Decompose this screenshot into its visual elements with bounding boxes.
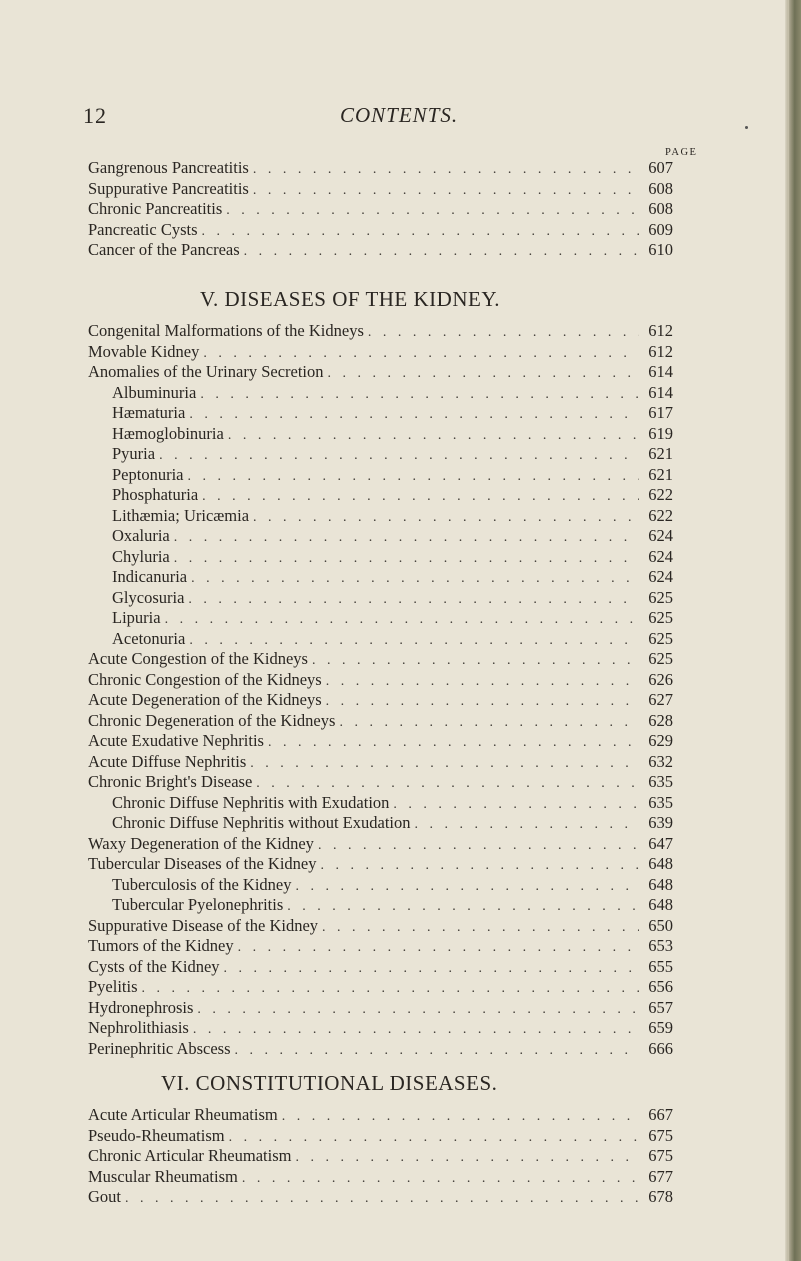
toc-entry <box>88 649 673 670</box>
toc-entry-title: Chronic Bright's Disease <box>88 772 253 791</box>
dot-leader <box>224 961 639 977</box>
dot-leader <box>200 387 639 403</box>
toc-entry-page: 622 <box>648 505 673 525</box>
toc-entry-title: Tuberculosis of the Kidney <box>112 874 292 894</box>
toc-entry-page: 607 <box>648 158 673 177</box>
toc-entry-title: Cancer of the Pancreas <box>88 240 240 259</box>
toc-entry-title: Tubercular Pyelonephritis <box>112 895 284 914</box>
dot-leader <box>253 510 639 526</box>
toc-entry <box>88 179 673 200</box>
toc-entry <box>88 711 673 732</box>
toc-entry <box>88 362 673 383</box>
toc-entry-title: Acute Diffuse Nephritis <box>88 751 247 771</box>
toc-entry <box>88 813 673 834</box>
toc-entry-title: Phosphaturia <box>112 485 199 504</box>
dot-leader <box>193 1022 639 1038</box>
toc-entry <box>88 936 673 957</box>
toc-entry <box>88 731 673 752</box>
toc-entry <box>88 998 673 1019</box>
toc-entry-title: Chronic Diffuse Nephritis with Exudation <box>112 792 390 812</box>
toc-entry-title: Muscular Rheumatism <box>88 1166 238 1186</box>
toc-entry-title: Congenital Malformations of the Kidneys <box>88 321 364 340</box>
toc-entry-page: 624 <box>648 526 673 545</box>
dot-leader <box>244 244 639 260</box>
dot-leader <box>253 162 639 178</box>
toc-entry-page: 621 <box>648 464 673 484</box>
toc-entry-page: 667 <box>648 1105 673 1124</box>
toc-entry-page: 624 <box>648 546 673 566</box>
toc-entry <box>88 403 673 424</box>
toc-entry-title: Chronic Congestion of the Kidneys <box>88 669 322 689</box>
dot-leader <box>326 694 639 710</box>
toc-entry-title: Lipuria <box>112 608 161 627</box>
toc-entry-title: Glycosuria <box>112 587 185 607</box>
dot-leader <box>202 489 639 505</box>
dot-leader <box>229 1130 639 1146</box>
toc-entry <box>88 220 673 241</box>
toc-entry <box>88 383 673 404</box>
toc-entry <box>88 772 673 793</box>
dot-leader <box>228 428 639 444</box>
running-head <box>83 103 701 133</box>
toc-entry-page: 625 <box>648 608 673 627</box>
toc-entry-page: 619 <box>648 423 673 443</box>
toc-entry-page: 639 <box>648 813 673 832</box>
toc-entry <box>88 834 673 855</box>
toc-entry-page: 648 <box>648 874 673 894</box>
toc-entry-title: Nephrolithiasis <box>88 1018 189 1037</box>
toc-entry-title: Pseudo-Rheumatism <box>88 1125 225 1145</box>
dot-leader <box>282 1109 639 1125</box>
dot-leader <box>235 1043 639 1059</box>
toc-list-kidney <box>88 321 673 1059</box>
toc-entry <box>88 1105 673 1126</box>
toc-entry-page: 635 <box>648 792 673 812</box>
toc-entry-page: 608 <box>648 178 673 198</box>
dot-leader <box>188 592 639 608</box>
toc-entry-page: 617 <box>648 403 673 422</box>
toc-entry <box>88 608 673 629</box>
toc-entry-page: 628 <box>648 710 673 730</box>
toc-entry-title: Chronic Pancreatitis <box>88 199 223 218</box>
toc-entry-title: Chronic Diffuse Nephritis without Exudation <box>112 813 411 832</box>
toc-entry-title: Pancreatic Cysts <box>88 219 198 239</box>
toc-entry-page: 675 <box>648 1146 673 1165</box>
toc-entry <box>88 1039 673 1060</box>
toc-entry <box>88 1126 673 1147</box>
dot-leader <box>415 817 640 833</box>
toc-entry-title: Gangrenous Pancreatitis <box>88 158 249 177</box>
toc-entry-page: 608 <box>648 199 673 218</box>
dot-leader <box>295 1150 639 1166</box>
toc-entry <box>88 465 673 486</box>
dot-leader <box>125 1191 639 1207</box>
dot-leader <box>191 571 639 587</box>
dot-leader <box>189 633 639 649</box>
toc-entry <box>88 240 673 261</box>
toc-entry-title: Tumors of the Kidney <box>88 936 234 955</box>
toc-entry <box>88 485 673 506</box>
toc-entry-title: Hydronephrosis <box>88 997 194 1017</box>
toc-entry-page: 650 <box>648 915 673 935</box>
toc-entry-title: Suppurative Disease of the Kidney <box>88 915 319 935</box>
dot-leader <box>238 940 639 956</box>
toc-entry-page: 678 <box>648 1187 673 1206</box>
toc-entry-title: Chronic Degeneration of the Kidneys <box>88 710 336 730</box>
toc-entry <box>88 793 673 814</box>
dot-leader <box>142 981 639 997</box>
toc-entry-page: 624 <box>648 567 673 586</box>
dot-leader <box>202 224 639 240</box>
toc-entry <box>88 158 673 179</box>
dot-leader <box>339 715 639 731</box>
toc-entry-title: Peptonuria <box>112 464 184 484</box>
toc-entry-page: 610 <box>648 240 673 259</box>
dot-leader <box>287 899 639 915</box>
toc-entry-page: 609 <box>648 219 673 239</box>
toc-entry-title: Acute Congestion of the Kidneys <box>88 649 308 668</box>
toc-entry-page: 625 <box>648 587 673 607</box>
dot-leader <box>326 674 639 690</box>
toc-entry-title: Hæmaturia <box>112 403 186 422</box>
toc-entry <box>88 690 673 711</box>
toc-entry <box>88 444 673 465</box>
toc-entry-page: 656 <box>648 977 673 996</box>
toc-entry-page: 675 <box>648 1125 673 1145</box>
toc-entry <box>88 547 673 568</box>
toc-entry-title: Acute Articular Rheumatism <box>88 1105 278 1124</box>
page-number: 12 <box>83 103 107 128</box>
section-heading-constitutional: VI. CONSTITUTIONAL DISEASES. <box>161 1071 498 1095</box>
toc-entry-page: 614 <box>648 362 673 381</box>
running-title: CONTENTS. <box>340 103 459 127</box>
toc-entry-title: Hæmoglobinuria <box>112 423 224 443</box>
toc-entry-page: 627 <box>648 690 673 709</box>
toc-entry-page: 647 <box>648 833 673 853</box>
toc-entry-page: 621 <box>648 444 673 463</box>
dot-leader <box>312 653 639 669</box>
toc-entry <box>88 670 673 691</box>
toc-entry-page: 657 <box>648 997 673 1017</box>
toc-list-constitutional <box>88 1105 673 1208</box>
toc-entry-title: Waxy Degeneration of the Kidney <box>88 833 314 853</box>
toc-entry-page: 648 <box>648 854 673 873</box>
dot-leader <box>328 366 639 382</box>
dot-leader <box>159 448 639 464</box>
toc-entry-title: Oxaluria <box>112 526 170 545</box>
dot-leader <box>321 858 639 874</box>
toc-entry-title: Perinephritic Abscess <box>88 1038 231 1058</box>
toc-entry-page: 677 <box>648 1166 673 1186</box>
toc-entry-title: Indicanuria <box>112 567 188 586</box>
toc-entry-title: Gout <box>88 1187 121 1206</box>
toc-entry-title: Pyelitis <box>88 977 138 996</box>
toc-entry-page: 614 <box>648 382 673 402</box>
toc-entry-title: Suppurative Pancreatitis <box>88 178 249 198</box>
toc-entry <box>88 875 673 896</box>
toc-entry <box>88 321 673 342</box>
dot-leader <box>253 183 639 199</box>
toc-entry <box>88 1167 673 1188</box>
toc-entry-page: 612 <box>648 341 673 361</box>
dot-leader <box>250 756 639 772</box>
toc-entry <box>88 424 673 445</box>
toc-entry-page: 622 <box>648 485 673 504</box>
toc-entry <box>88 895 673 916</box>
toc-entry-title: Acute Degeneration of the Kidneys <box>88 690 322 709</box>
toc-entry-title: Chyluria <box>112 546 170 566</box>
dot-leader <box>165 612 639 628</box>
toc-entry <box>88 342 673 363</box>
print-speck <box>745 126 748 129</box>
dot-leader <box>188 469 640 485</box>
dot-leader <box>318 838 639 854</box>
toc-entry <box>88 506 673 527</box>
toc-entry-page: 612 <box>648 321 673 340</box>
toc-entry <box>88 957 673 978</box>
section-heading-kidney: V. DISEASES OF THE KIDNEY. <box>200 287 501 311</box>
toc-entry-title: Albuminuria <box>112 382 197 402</box>
toc-entry <box>88 977 673 998</box>
toc-entry <box>88 916 673 937</box>
toc-entry-title: Acetonuria <box>112 628 186 648</box>
toc-entry-title: Acute Exudative Nephritis <box>88 731 264 750</box>
dot-leader <box>322 920 639 936</box>
toc-entry <box>88 1018 673 1039</box>
dot-leader <box>203 346 639 362</box>
dot-leader <box>242 1171 639 1187</box>
dot-leader <box>393 797 639 813</box>
toc-entry-page: 625 <box>648 628 673 648</box>
dot-leader <box>296 879 639 895</box>
toc-entry-title: Cysts of the Kidney <box>88 956 220 976</box>
dot-leader <box>174 530 639 546</box>
toc-entry <box>88 752 673 773</box>
toc-entry <box>88 854 673 875</box>
toc-entry <box>88 1187 673 1208</box>
toc-entry-page: 666 <box>648 1038 673 1058</box>
toc-entry-page: 632 <box>648 751 673 771</box>
dot-leader <box>256 776 639 792</box>
toc-entry-page: 635 <box>648 772 673 791</box>
toc-entry <box>88 629 673 650</box>
toc-entry <box>88 567 673 588</box>
toc-entry-page: 653 <box>648 936 673 955</box>
toc-entry-page: 655 <box>648 956 673 976</box>
toc-entry <box>88 199 673 220</box>
toc-entry-page: 626 <box>648 669 673 689</box>
toc-entry <box>88 526 673 547</box>
toc-entry-title: Chronic Articular Rheumatism <box>88 1146 292 1165</box>
toc-entry-page: 629 <box>648 731 673 750</box>
toc-entry-title: Anomalies of the Urinary Secretion <box>88 362 324 381</box>
toc-list-pancreas <box>88 158 673 261</box>
toc-entry <box>88 1146 673 1167</box>
page-edge-binding <box>785 0 801 1261</box>
toc-entry-title: Tubercular Diseases of the Kidney <box>88 854 317 873</box>
toc-entry-title: Pyuria <box>112 444 156 463</box>
toc-entry-title: Lithæmia; Uricæmia <box>112 505 250 525</box>
dot-leader <box>368 325 639 341</box>
dot-leader <box>189 407 639 423</box>
dot-leader <box>226 203 639 219</box>
page-column-label: PAGE <box>665 147 698 158</box>
dot-leader <box>197 1002 639 1018</box>
dot-leader <box>268 735 639 751</box>
toc-entry-page: 659 <box>648 1018 673 1037</box>
toc-entry-page: 625 <box>648 649 673 668</box>
toc-entry-page: 648 <box>648 895 673 914</box>
toc-entry-title: Movable Kidney <box>88 341 200 361</box>
dot-leader <box>174 551 639 567</box>
toc-entry <box>88 588 673 609</box>
